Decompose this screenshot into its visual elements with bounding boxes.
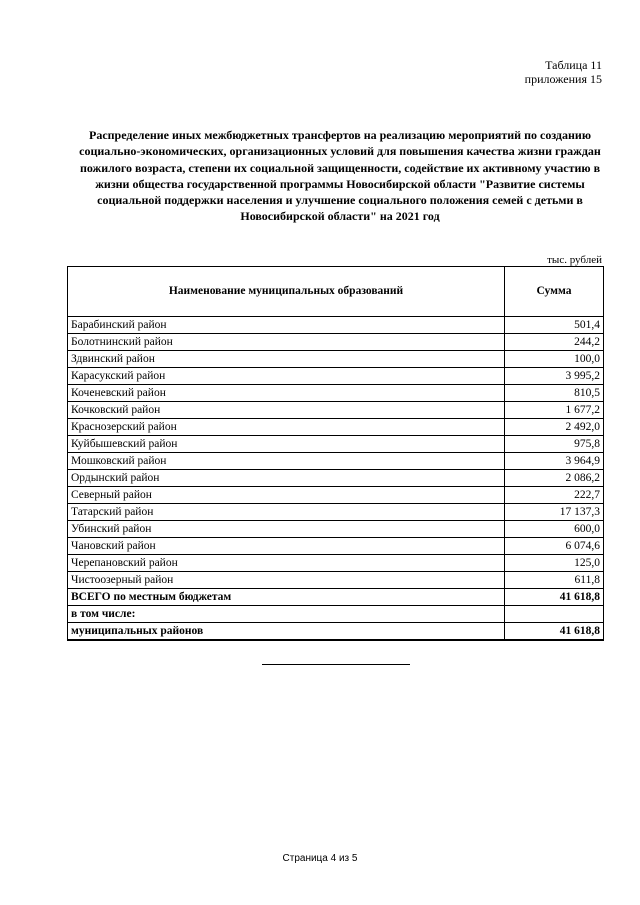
district-name: Северный район	[68, 487, 505, 504]
separator-line	[262, 664, 410, 665]
table-reference	[525, 58, 602, 86]
district-name: Кочковский район	[68, 402, 505, 419]
table-row	[68, 521, 604, 538]
units-label: тыс. рублей	[547, 254, 602, 266]
table-row	[68, 453, 604, 470]
district-name: Барабинский район	[68, 317, 505, 334]
table-row	[68, 334, 604, 351]
column-header-name: Наименование муниципальных образований	[68, 267, 505, 317]
table-row	[68, 436, 604, 453]
district-name: Ордынский район	[68, 470, 505, 487]
districts-sum: 41 618,8	[505, 623, 604, 641]
table-row	[68, 419, 604, 436]
table-number: Таблица 11	[545, 58, 602, 72]
table-row	[68, 504, 604, 521]
district-sum: 810,5	[505, 385, 604, 402]
district-name: Чановский район	[68, 538, 505, 555]
district-name: Краснозерский район	[68, 419, 505, 436]
district-sum: 17 137,3	[505, 504, 604, 521]
including-sum	[505, 606, 604, 623]
table-row	[68, 385, 604, 402]
district-sum: 2 492,0	[505, 419, 604, 436]
district-name: Черепановский район	[68, 555, 505, 572]
district-sum: 611,8	[505, 572, 604, 589]
district-name: Мошковский район	[68, 453, 505, 470]
district-name: Убинский район	[68, 521, 505, 538]
district-sum: 975,8	[505, 436, 604, 453]
district-sum: 125,0	[505, 555, 604, 572]
total-sum: 41 618,8	[505, 589, 604, 606]
district-sum: 222,7	[505, 487, 604, 504]
districts-label: муниципальных районов	[68, 623, 505, 641]
table-row	[68, 368, 604, 385]
distribution-table	[67, 266, 604, 641]
district-sum: 3 964,9	[505, 453, 604, 470]
total-label: ВСЕГО по местным бюджетам	[68, 589, 505, 606]
table-row	[68, 572, 604, 589]
district-sum: 2 086,2	[505, 470, 604, 487]
district-name: Куйбышевский район	[68, 436, 505, 453]
including-label: в том числе:	[68, 606, 505, 623]
district-name: Карасукский район	[68, 368, 505, 385]
districts-row	[68, 623, 604, 641]
table-row	[68, 538, 604, 555]
district-sum: 244,2	[505, 334, 604, 351]
table-row	[68, 402, 604, 419]
district-name: Татарский район	[68, 504, 505, 521]
page-number: Страница 4 из 5	[282, 853, 358, 864]
district-sum: 6 074,6	[505, 538, 604, 555]
table-row	[68, 487, 604, 504]
district-sum: 600,0	[505, 521, 604, 538]
district-name: Чистоозерный район	[68, 572, 505, 589]
table-row	[68, 555, 604, 572]
district-sum: 100,0	[505, 351, 604, 368]
appendix-reference: приложения 15	[524, 72, 602, 86]
table-row	[68, 351, 604, 368]
including-row	[68, 606, 604, 623]
table-body	[68, 317, 604, 589]
document-title: Распределение иных межбюджетных трансфертов на реализацию мероприятий по созданию социально-экономических, организационных условий для повышения качества жизни граждан пожилого возраста, степени их социальной защищенности, содействие их активному участию в жизни общества государственной программы Новосибирской области "Развитие системы социальной поддержки населения и улучшение социального положения семей с детьми в Новосибирской области" на 2021 год	[79, 128, 601, 224]
district-name: Здвинский район	[68, 351, 505, 368]
district-name: Болотнинский район	[68, 334, 505, 351]
table-row	[68, 470, 604, 487]
total-row	[68, 589, 604, 606]
district-sum: 501,4	[505, 317, 604, 334]
district-sum: 3 995,2	[505, 368, 604, 385]
column-header-sum: Сумма	[505, 267, 604, 317]
district-sum: 1 677,2	[505, 402, 604, 419]
table-header-row	[68, 267, 604, 317]
district-name: Коченевский район	[68, 385, 505, 402]
table-row	[68, 317, 604, 334]
